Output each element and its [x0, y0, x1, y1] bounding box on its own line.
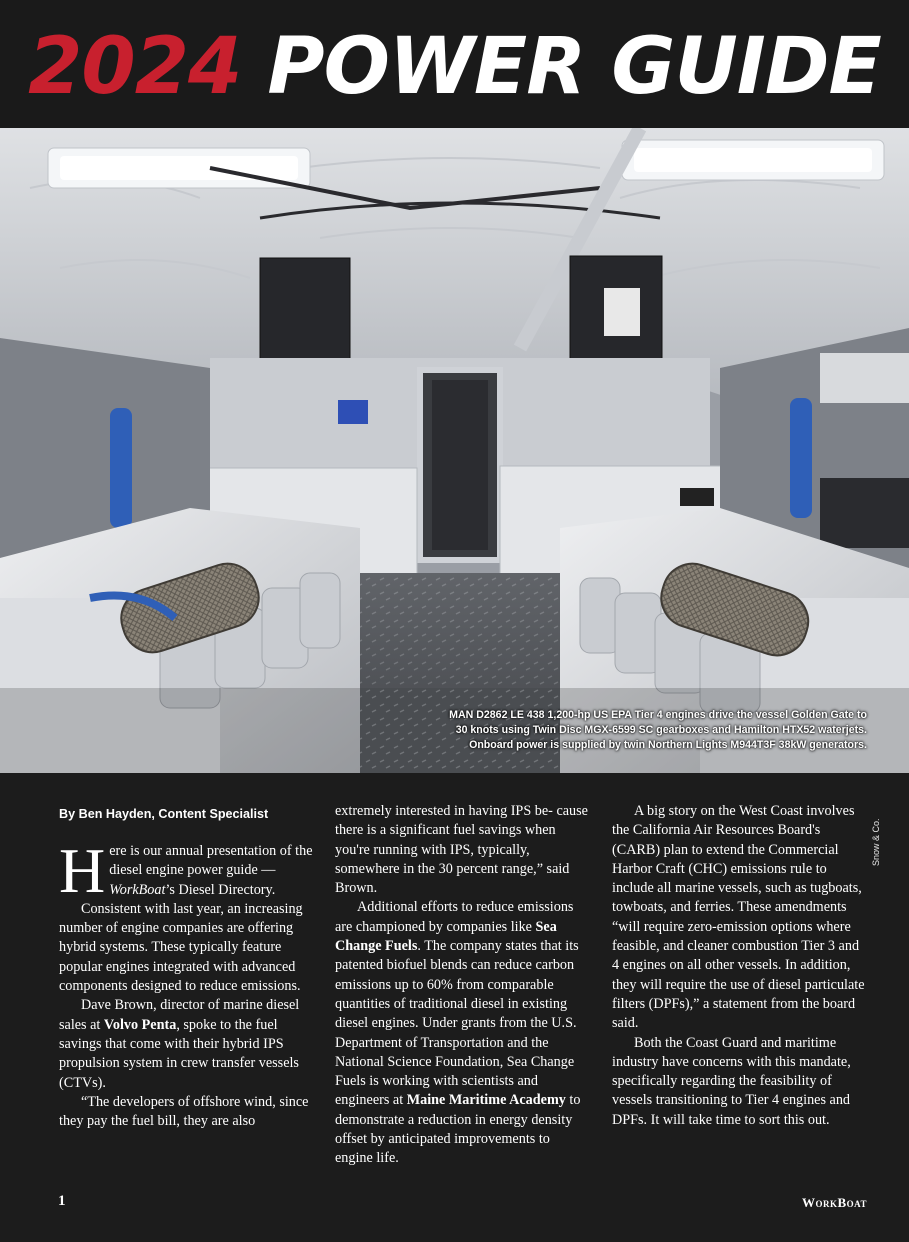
- line: extremely interested in having IPS be-: [335, 803, 553, 819]
- intro-text-a: ere is our annual presentation of the diesel engine power guide —: [109, 843, 313, 879]
- paragraph-quote: [59, 1093, 315, 1132]
- article-body: [0, 802, 909, 1182]
- biofuel-text-a: Additional efforts to reduce emissions are championed by companies like: [335, 899, 574, 935]
- title-year: 2024: [28, 22, 242, 112]
- intro-text-b: ’s Diesel Directory.: [165, 881, 276, 898]
- drop-cap: H: [59, 835, 106, 906]
- company-volvo-penta: Volvo Penta: [103, 1016, 177, 1033]
- caption-line: Onboard power is supplied by twin Northern Lights M944T3F 38kW generators.: [469, 739, 867, 751]
- line: when you're running with IPS, typically,: [335, 822, 556, 858]
- paragraph-volvo: [59, 996, 315, 1092]
- article-column-1: [59, 802, 315, 1131]
- article-column-2: [335, 802, 591, 1169]
- org-maine-maritime-academy: Maine Maritime Academy: [406, 1092, 566, 1109]
- page-header: [0, 0, 909, 128]
- byline: By Ben Hayden, Content Specialist: [59, 807, 269, 821]
- paragraph-quote-cont: [335, 802, 591, 898]
- caption-line: 30 knots using Twin Disc MGX-6599 SC gearboxes and Hamilton HTX52 waterjets.: [455, 724, 867, 736]
- company-sea-change-fuels: Sea Change Fuels: [335, 918, 557, 955]
- paragraph-coast-guard: Both the Coast Guard and maritime industry have concerns with this mandate, specifically regarding the feasibility of vessels transitioning to Tier 4 engines and DPFs. It will take time to sort this out.: [612, 1034, 851, 1128]
- engine-room-photo: [0, 128, 909, 773]
- quote-start: “The developers of offshore wind,: [81, 1093, 276, 1110]
- line: said Brown.: [335, 860, 570, 897]
- title-text: POWER GUIDE: [267, 22, 881, 112]
- publication-logo: WorkBoat: [801, 1195, 867, 1210]
- volvo-text-b: , spoke to the fuel savings that come with their hybrid IPS propulsion system in crew transfer vessels (CTVs).: [59, 1016, 299, 1091]
- paragraph-hybrid: Consistent with last year, an increasing number of engine companies are offering hybrid systems. These typically feature popular engines integrated with advanced components designed to reduce emissions.: [59, 900, 303, 995]
- engine-room-illustration: [0, 128, 909, 773]
- paragraph-carb: A big story on the West Coast involves the California Air Resources Board's (CARB) plan to extend the Commercial Harbor Craft (CHC) emissions rule to include all marine vessels, such as tugboats, towboats, and ferries. These amendments “will require zero-emission options where feasible, and cleaner combustion Tier 3 and 4 engines on all other vessels. In addition, they will require the use of diesel particulate filters (DPFs),” a statement from the board said.: [612, 803, 865, 1032]
- page-number: 1: [58, 1193, 66, 1209]
- intro-paragraph: [59, 835, 315, 906]
- quote-start-2: since they pay the fuel bill, they are also: [59, 1093, 309, 1130]
- photo-credit: Snow & Co.: [871, 818, 881, 866]
- line: cause there is a significant fuel savings: [335, 803, 588, 839]
- volvo-text-a: Dave Brown, director of marine diesel sales at: [59, 997, 300, 1033]
- biofuel-text-c: to demonstrate a reduction in energy density offset by anticipated improvements to engine life.: [335, 1092, 581, 1167]
- intro-emphasis: WorkBoat: [109, 881, 166, 898]
- biofuel-text-b: . The company states that its patented biofuel blends can reduce carbon emissions up to 60% from comparable quantities of traditional diesel in existing diesel engines. Under grants from the U.S. Department of Transportation and the National Science Foundation, Sea Change Fuels is working with scientists and engineers at: [335, 938, 579, 1109]
- article-column-3: [612, 802, 868, 1130]
- page-title: [0, 0, 909, 112]
- photo-caption: [427, 708, 867, 753]
- caption-line: MAN D2862 LE 438 1,200-hp US EPA Tier 4 engines drive the vessel Golden Gate to: [449, 709, 867, 721]
- paragraph-biofuel: [335, 898, 591, 1168]
- line: somewhere in the 30 percent range,”: [335, 860, 543, 877]
